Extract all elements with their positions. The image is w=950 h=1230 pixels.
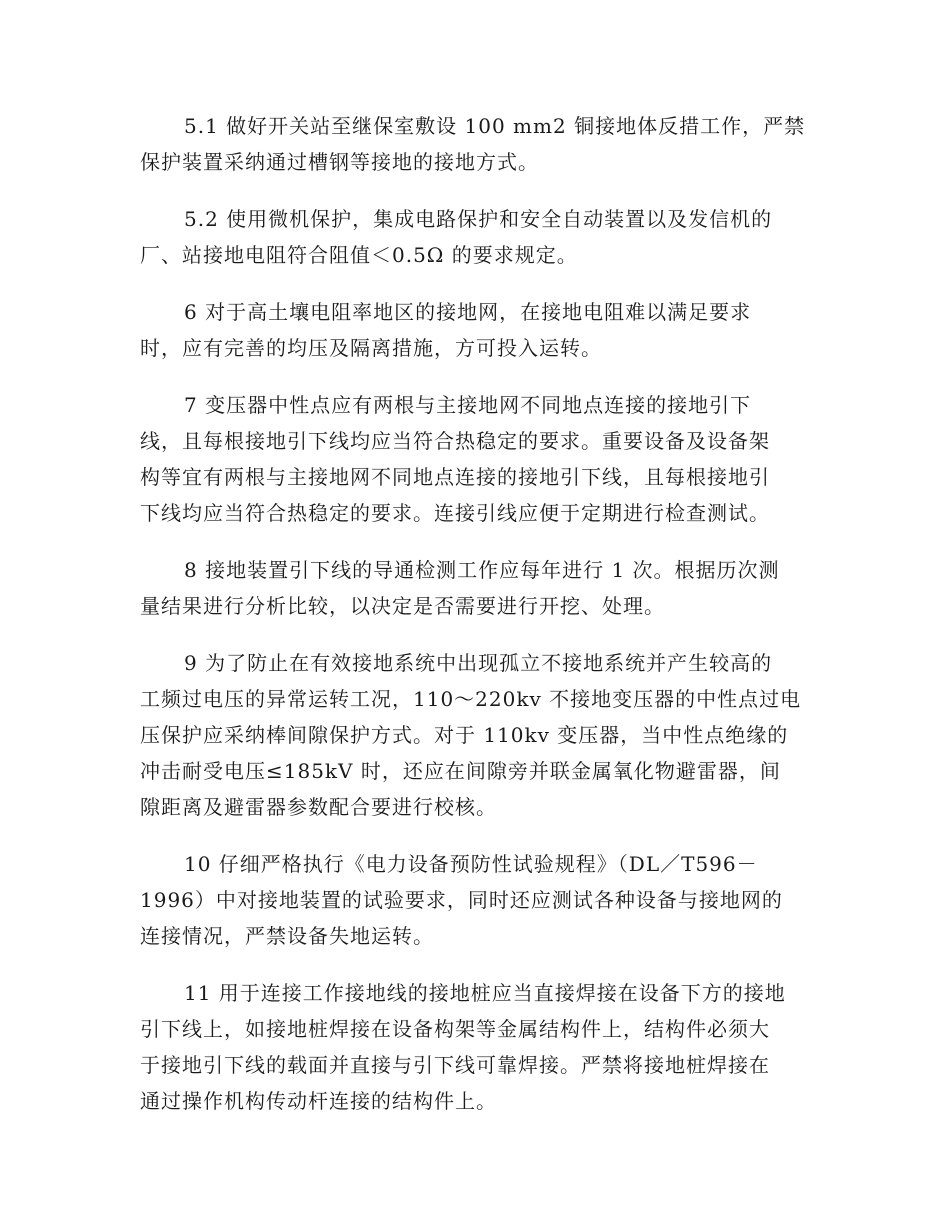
paragraph-line: 7 变压器中性点应有两根与主接地网不同地点连接的接地引下 <box>184 393 752 417</box>
paragraph-line: 5.2 使用微机保护，集成电路保护和安全自动装置以及发信机的 <box>184 207 773 231</box>
paragraph-5-2 <box>140 201 805 273</box>
paragraph-5-1 <box>140 108 805 180</box>
paragraph-6 <box>140 294 805 366</box>
paragraph-line: 工频过电压的异常运转工况，110～220kv 不接地变压器的中性点过电 <box>140 687 802 711</box>
paragraph-line: 厂、站接地电阻符合阻值＜0.5Ω 的要求规定。 <box>140 243 578 267</box>
paragraph-line: 9 为了防止在有效接地系统中出现孤立不接地系统并产生较高的 <box>184 651 773 675</box>
paragraph-line: 线，且每根接地引下线均应当符合热稳定的要求。重要设备及设备架 <box>140 429 770 453</box>
paragraph-line: 1996）中对接地装置的试验要求，同时还应测试各种设备与接地网的 <box>140 888 783 912</box>
paragraph-line: 量结果进行分析比较，以决定是否需要进行开挖、处理。 <box>140 594 665 618</box>
paragraph-line: 下线均应当符合热稳定的要求。连接引线应便于定期进行检查测试。 <box>140 501 770 525</box>
paragraph-line: 保护装置采纳通过槽钢等接地的接地方式。 <box>140 150 539 174</box>
paragraph-9 <box>140 645 805 825</box>
paragraph-line: 时，应有完善的均压及隔离措施，方可投入运转。 <box>140 336 602 360</box>
paragraph-line: 通过操作机构传动杆连接的结构件上。 <box>140 1089 497 1113</box>
paragraph-8 <box>140 552 805 624</box>
paragraph-line: 5.1 做好开关站至继保室敷设 100 mm2 铜接地体反措工作，严禁 <box>184 114 806 138</box>
document-body <box>140 108 805 1140</box>
paragraph-line: 构等宜有两根与主接地网不同地点连接的接地引下线，且每根接地引 <box>140 465 770 489</box>
paragraph-line: 于接地引下线的载面并直接与引下线可靠焊接。严禁将接地桩焊接在 <box>140 1053 770 1077</box>
paragraph-line: 压保护应采纳棒间隙保护方式。对于 110kv 变压器，当中性点绝缘的 <box>140 723 789 747</box>
paragraph-line: 连接情况，严禁设备失地运转。 <box>140 924 434 948</box>
paragraph-11 <box>140 975 805 1119</box>
paragraph-line: 引下线上，如接地桩焊接在设备构架等金属结构件上，结构件必须大 <box>140 1017 770 1041</box>
paragraph-line: 6 对于高土壤电阻率地区的接地网，在接地电阻难以满足要求 <box>184 300 752 324</box>
paragraph-line: 冲击耐受电压≤185kV 时，还应在间隙旁并联金属氧化物避雷器，间 <box>140 759 781 783</box>
paragraph-line: 8 接地装置引下线的导通检测工作应每年进行 1 次。根据历次测 <box>184 558 780 582</box>
paragraph-10 <box>140 846 805 954</box>
paragraph-line: 隙距离及避雷器参数配合要进行校核。 <box>140 795 497 819</box>
paragraph-line: 10 仔细严格执行《电力设备预防性试验规程》（DL／T596－ <box>184 852 758 876</box>
paragraph-7 <box>140 387 805 531</box>
paragraph-line: 11 用于连接工作接地线的接地桩应当直接焊接在设备下方的接地 <box>184 981 786 1005</box>
